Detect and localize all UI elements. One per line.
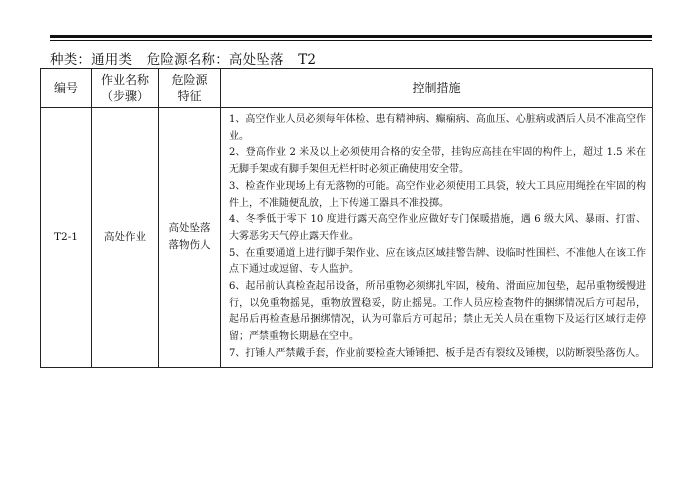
column-header-feature-line1: 危险源 [171, 73, 208, 87]
column-header-task [92, 69, 159, 108]
column-header-measures: 控制措施 [221, 69, 653, 108]
row-feature-line2: 落物伤人 [168, 239, 211, 252]
column-header-id: 编号 [41, 69, 92, 108]
measure-item-7: 7、打锤人严禁戴手套，作业前要检查大锤锤把、板手是否有裂纹及锤楔，以防断裂坠落伤人。 [229, 347, 646, 359]
header-rule-thick [50, 35, 652, 38]
measure-item-5: 5、在重要通道上进行脚手架作业、应在该点区域挂警告牌、设临时性围栏、不准他人在该工作点下通过或逗留、专人监护。 [229, 247, 646, 276]
measure-item-1: 1、高空作业人员必须每年体检、患有精神病、癫痫病、高血压、心脏病或酒后人员不准高空作业。 [229, 114, 646, 142]
row-feature [159, 108, 221, 368]
hazard-code: T2 [298, 52, 317, 68]
table-row [41, 108, 653, 368]
measure-item-6: 6、起吊前认真检查起吊设备，所吊重物必须绑扎牢固，棱角、滑面应加包垫，起吊重物缓慢进行，以免重物摇晃，重物放置稳妥，防止摇晃。工作人员应检查物件的捆绑情况后方可起吊，起吊后再检查悬吊捆绑情况，认为可靠后方可起吊；禁止无关人员在重物下及运行区域行走停留；严禁重物长期悬在空中。 [229, 281, 646, 343]
measure-item-3: 3、检查作业现场上有无落物的可能。高空作业必须使用工具袋，较大工具应用绳拴在牢固的构件上，不准随便乱放，上下传递工器具不准投掷。 [229, 180, 646, 209]
document-heading [50, 48, 326, 68]
column-header-task-line1: 作业名称 [100, 73, 149, 87]
measure-item-4: 4、冬季低于零下 10 度进行露天高空作业应做好专门保暖措施，遇 6 级大风、暴雨、打雷、大雾恶劣天气停止露天作业。 [229, 214, 646, 242]
row-measures [221, 108, 653, 368]
row-feature-line1: 高处坠落 [168, 222, 211, 235]
row-id: T2-1 [41, 108, 92, 368]
column-header-feature-line2: 特征 [177, 89, 202, 103]
row-task: 高处作业 [92, 108, 159, 368]
header-rule-thin [50, 40, 652, 41]
hazard-control-table [40, 68, 653, 368]
table-header-row [41, 69, 653, 108]
category-label: 种类：通用类 [50, 52, 133, 68]
hazard-name-label: 危险源名称：高处坠落 [146, 52, 284, 68]
measure-item-2: 2、登高作业 2 米及以上必须使用合格的安全带，挂钩应高挂在牢固的构件上，超过 1.5 米在无脚手架或有脚手架但无栏杆时必须正确使用安全带。 [229, 147, 646, 176]
column-header-task-line2: （步骤） [100, 89, 149, 103]
column-header-feature [159, 69, 221, 108]
